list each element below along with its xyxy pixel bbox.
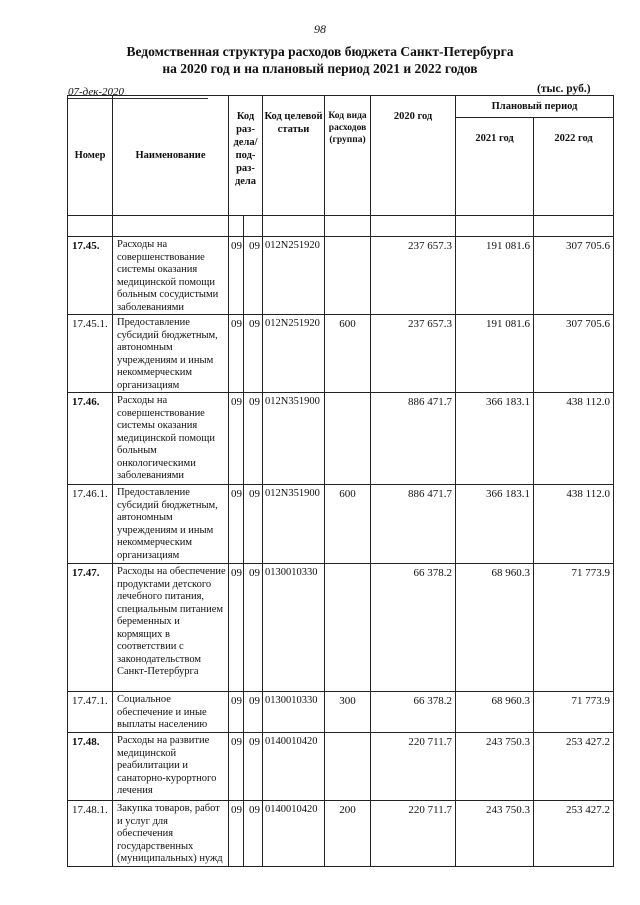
row-target-code: 012N251920 bbox=[263, 237, 325, 315]
row-section: 09 bbox=[229, 801, 244, 867]
report-date: 07-дек-2020 bbox=[68, 86, 208, 99]
row-expense-type bbox=[325, 393, 371, 485]
spacer-row bbox=[68, 216, 614, 237]
row-2021: 68 960.3 bbox=[456, 692, 534, 733]
header-planned-period: Плановый период bbox=[456, 96, 614, 118]
row-2021: 191 081.6 bbox=[456, 237, 534, 315]
row-2022: 71 773.9 bbox=[534, 564, 614, 692]
row-subsection: 09 bbox=[244, 485, 263, 564]
row-target-code: 012N351900 bbox=[263, 393, 325, 485]
row-subsection: 09 bbox=[244, 237, 263, 315]
title-line-1: Ведомственная структура расходов бюджета Санкт-Петербурга bbox=[126, 44, 514, 59]
row-section: 09 bbox=[229, 564, 244, 692]
row-target-code: 0130010330 bbox=[263, 692, 325, 733]
row-2021: 243 750.3 bbox=[456, 801, 534, 867]
title-line-2: на 2020 год и на плановый период 2021 и 2022 годов bbox=[162, 61, 478, 76]
table-row bbox=[68, 237, 614, 315]
row-2022: 307 705.6 bbox=[534, 237, 614, 315]
row-expense-type: 600 bbox=[325, 485, 371, 564]
row-name: Расходы на совершенствование системы оказания медицинской помощи больным сосудистыми заболеваниями bbox=[113, 237, 229, 315]
row-target-code: 0130010330 bbox=[263, 564, 325, 692]
row-2022: 438 112.0 bbox=[534, 485, 614, 564]
row-subsection: 09 bbox=[244, 733, 263, 801]
row-name: Социальное обеспечение и иные выплаты населению bbox=[113, 692, 229, 733]
row-subsection: 09 bbox=[244, 315, 263, 393]
row-section: 09 bbox=[229, 733, 244, 801]
row-2020: 237 657.3 bbox=[371, 315, 456, 393]
row-number: 17.45.1. bbox=[68, 315, 113, 393]
row-section: 09 bbox=[229, 393, 244, 485]
row-section: 09 bbox=[229, 485, 244, 564]
row-2020: 220 711.7 bbox=[371, 733, 456, 801]
table-row bbox=[68, 485, 614, 564]
row-2022: 253 427.2 bbox=[534, 733, 614, 801]
row-target-code: 012N251920 bbox=[263, 315, 325, 393]
row-name: Расходы на развитие медицинской реабилитации и санаторно-курортного лечения bbox=[113, 733, 229, 801]
row-number: 17.48. bbox=[68, 733, 113, 801]
header-2022: 2022 год bbox=[534, 118, 614, 216]
table-row bbox=[68, 564, 614, 692]
table-row bbox=[68, 733, 614, 801]
row-number: 17.46. bbox=[68, 393, 113, 485]
header-2021: 2021 год bbox=[456, 118, 534, 216]
row-expense-type bbox=[325, 564, 371, 692]
row-subsection: 09 bbox=[244, 801, 263, 867]
row-section: 09 bbox=[229, 315, 244, 393]
document-title bbox=[0, 43, 640, 77]
row-subsection: 09 bbox=[244, 564, 263, 692]
row-2021: 366 183.1 bbox=[456, 485, 534, 564]
row-target-code: 0140010420 bbox=[263, 733, 325, 801]
row-2020: 66 378.2 bbox=[371, 564, 456, 692]
header-2020: 2020 год bbox=[371, 96, 456, 216]
row-2021: 68 960.3 bbox=[456, 564, 534, 692]
row-2020: 66 378.2 bbox=[371, 692, 456, 733]
row-number: 17.45. bbox=[68, 237, 113, 315]
row-name: Расходы на обеспечение продуктами детского лечебного питания, специальным питанием беременных и кормящих в соответствии с законодательством Санкт-Петербурга bbox=[113, 564, 229, 692]
header-name: Наименование bbox=[113, 96, 229, 216]
row-number: 17.48.1. bbox=[68, 801, 113, 867]
table-row bbox=[68, 801, 614, 867]
row-section: 09 bbox=[229, 237, 244, 315]
header-expense-type: Код вида расходов (группа) bbox=[325, 96, 371, 216]
row-number: 17.47.1. bbox=[68, 692, 113, 733]
row-number: 17.47. bbox=[68, 564, 113, 692]
header-section-code: Код раз- дела/ под- раз- дела bbox=[229, 96, 263, 216]
table-row bbox=[68, 315, 614, 393]
row-subsection: 09 bbox=[244, 393, 263, 485]
row-2020: 886 471.7 bbox=[371, 485, 456, 564]
units-label: (тыс. руб.) bbox=[537, 83, 591, 95]
header-number: Номер bbox=[68, 96, 113, 216]
budget-table bbox=[67, 95, 614, 867]
table-row bbox=[68, 692, 614, 733]
row-target-code: 0140010420 bbox=[263, 801, 325, 867]
row-section: 09 bbox=[229, 692, 244, 733]
row-expense-type: 300 bbox=[325, 692, 371, 733]
header-target-code: Код целевой статьи bbox=[263, 96, 325, 216]
row-expense-type: 200 bbox=[325, 801, 371, 867]
row-2022: 307 705.6 bbox=[534, 315, 614, 393]
row-expense-type bbox=[325, 237, 371, 315]
row-2021: 243 750.3 bbox=[456, 733, 534, 801]
row-number: 17.46.1. bbox=[68, 485, 113, 564]
row-name: Закупка товаров, работ и услуг для обеспечения государственных (муниципальных) нужд bbox=[113, 801, 229, 867]
row-name: Предоставление субсидий бюджетным, автономным учреждениям и иным некоммерческим организациям bbox=[113, 485, 229, 564]
row-subsection: 09 bbox=[244, 692, 263, 733]
page-number: 98 bbox=[314, 22, 326, 36]
row-expense-type: 600 bbox=[325, 315, 371, 393]
row-target-code: 012N351900 bbox=[263, 485, 325, 564]
row-2021: 366 183.1 bbox=[456, 393, 534, 485]
row-2020: 886 471.7 bbox=[371, 393, 456, 485]
row-2022: 438 112.0 bbox=[534, 393, 614, 485]
row-name: Предоставление субсидий бюджетным, автономным учреждениям и иным некоммерческим организациям bbox=[113, 315, 229, 393]
row-2022: 253 427.2 bbox=[534, 801, 614, 867]
row-expense-type bbox=[325, 733, 371, 801]
row-2022: 71 773.9 bbox=[534, 692, 614, 733]
row-name: Расходы на совершенствование системы оказания медицинской помощи больным онкологическими заболеваниями bbox=[113, 393, 229, 485]
table-row bbox=[68, 393, 614, 485]
row-2021: 191 081.6 bbox=[456, 315, 534, 393]
row-2020: 220 711.7 bbox=[371, 801, 456, 867]
row-2020: 237 657.3 bbox=[371, 237, 456, 315]
